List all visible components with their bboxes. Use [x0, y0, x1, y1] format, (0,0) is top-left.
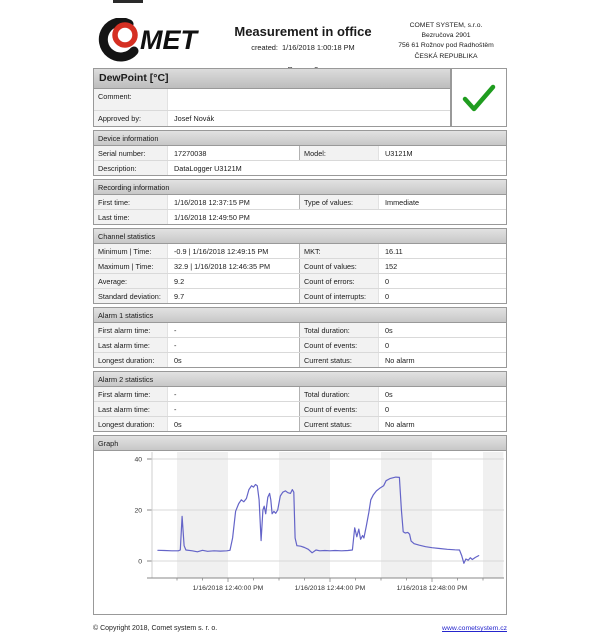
row-label: MKT: [299, 244, 379, 258]
y-axis-label: 0 [138, 558, 142, 566]
stat-row [94, 416, 506, 431]
row-label: Total duration: [299, 323, 379, 337]
company-address-line: 756 61 Rožnov pod Radhoštěm [398, 42, 494, 50]
chart-band [279, 452, 330, 578]
y-axis-label: 40 [134, 456, 142, 464]
row-label: Maximum | Time: [94, 259, 168, 273]
row-value: No alarm [385, 355, 415, 365]
row-label: Count of interrupts: [299, 289, 379, 303]
row-value: 1/16/2018 12:37:15 PM [174, 197, 250, 207]
checkmark-icon [461, 84, 497, 112]
stat-row [94, 244, 506, 258]
stat-row [94, 288, 506, 303]
row-value: 0s [385, 389, 393, 399]
row-label: Count of events: [299, 402, 379, 416]
row-value: U3121M [385, 148, 413, 158]
approved-value: Josef Novák [174, 114, 215, 123]
info-row [94, 209, 506, 224]
info-row [94, 195, 506, 209]
row-label: Minimum | Time: [94, 244, 168, 258]
row-label: Current status: [299, 417, 379, 431]
chart-band [177, 452, 228, 578]
row-value: 0 [385, 291, 390, 301]
row-label: Longest duration: [94, 417, 168, 431]
row-label: Standard deviation: [94, 289, 168, 303]
approved-row [94, 110, 450, 126]
channel-header-box [93, 68, 507, 127]
comet-logo-icon [93, 18, 215, 62]
row-value: 16.11 [385, 246, 403, 256]
row-value: 0 [385, 404, 390, 414]
report-title: Measurement in office [234, 24, 372, 39]
row-value: 17270038 [174, 148, 207, 158]
x-axis-label: 1/16/2018 12:48:00 PM [396, 585, 468, 592]
footer-website-link[interactable]: www.cometsystem.cz [442, 625, 507, 632]
comment-value [168, 89, 450, 110]
comment-row [94, 89, 450, 110]
header-center [221, 18, 385, 62]
row-value: 1/16/2018 12:49:50 PM [174, 212, 250, 222]
row-value: 0s [174, 355, 182, 365]
x-axis-label: 1/16/2018 12:44:00 PM [294, 585, 366, 592]
copyright-text: © Copyright 2018, Comet system s. r. o. [93, 625, 218, 632]
row-label: Current status: [299, 353, 379, 367]
section-header: Channel statistics [94, 229, 506, 244]
stat-row [94, 273, 506, 288]
row-label: Count of events: [299, 338, 379, 352]
row-label: Last alarm time: [94, 338, 168, 352]
dewpoint-chart [94, 451, 506, 607]
created-value: 1/16/2018 1:00:18 PM [281, 43, 355, 52]
recording-information-section [93, 179, 507, 225]
row-label: Description: [94, 161, 168, 175]
approval-status-box [451, 68, 507, 127]
row-value: 0s [174, 419, 182, 429]
row-label: Model: [299, 146, 379, 160]
chart-band [381, 452, 432, 578]
section-header: Alarm 1 statistics [94, 308, 506, 323]
row-value: - [174, 340, 177, 350]
channel-title-bar: DewPoint [°C] [94, 69, 450, 89]
x-axis-label: 1/16/2018 12:40:00 PM [192, 585, 264, 592]
chart-band [483, 452, 503, 578]
channel-statistics-section [93, 228, 507, 304]
company-address-line: COMET SYSTEM, s.r.o. [409, 22, 483, 29]
alarm2-statistics-section [93, 371, 507, 432]
stat-row [94, 401, 506, 416]
row-label: Count of errors: [299, 274, 379, 288]
row-value: DataLogger U3121M [174, 163, 242, 173]
graph-title: Graph [94, 436, 506, 451]
row-label: Last time: [94, 210, 168, 224]
report-footer [93, 625, 507, 632]
row-value: - [174, 404, 177, 414]
row-label: Average: [94, 274, 168, 288]
graph-section [93, 435, 507, 615]
row-value: 32.9 | 1/16/2018 12:46:35 PM [174, 261, 271, 271]
row-value: 0 [385, 276, 390, 286]
row-label: Type of values: [299, 195, 379, 209]
report-page [93, 0, 507, 632]
comment-label: Comment: [94, 89, 168, 110]
row-value: Immediate [385, 197, 420, 207]
info-row [94, 160, 506, 175]
created-label: created: [251, 43, 278, 52]
stat-row [94, 352, 506, 367]
stat-row [94, 323, 506, 337]
row-value: 152 [385, 261, 398, 271]
row-value: No alarm [385, 419, 415, 429]
row-label: Total duration: [299, 387, 379, 401]
report-header [93, 0, 507, 62]
stat-row [94, 387, 506, 401]
stat-row [94, 258, 506, 273]
logo-text: MET [140, 25, 197, 55]
row-value: 9.7 [174, 291, 185, 301]
section-header: Alarm 2 statistics [94, 372, 506, 387]
section-header: Device information [94, 131, 506, 146]
row-value: - [174, 389, 177, 399]
company-address [385, 18, 507, 62]
channel-info [93, 68, 451, 127]
row-value: -0.9 | 1/16/2018 12:49:15 PM [174, 246, 269, 256]
row-value: 0 [385, 340, 390, 350]
row-label: Longest duration: [94, 353, 168, 367]
device-information-section [93, 130, 507, 176]
section-header: Recording information [94, 180, 506, 195]
company-address-line: Bezručova 2901 [421, 32, 471, 40]
row-value: 0s [385, 325, 393, 335]
row-label: Serial number: [94, 146, 168, 160]
row-value: - [174, 325, 177, 335]
row-label: First alarm time: [94, 323, 168, 337]
approved-label: Approved by: [94, 111, 168, 126]
comet-logo [93, 18, 221, 62]
row-value: 9.2 [174, 276, 185, 286]
alarm1-statistics-section [93, 307, 507, 368]
row-label: First alarm time: [94, 387, 168, 401]
row-label: Last alarm time: [94, 402, 168, 416]
company-address-line: ČESKÁ REPUBLIKA [414, 52, 478, 60]
stat-row [94, 337, 506, 352]
y-axis-label: 20 [134, 507, 142, 515]
row-label: First time: [94, 195, 168, 209]
created-line [221, 43, 385, 52]
graph-body [94, 451, 506, 614]
row-label: Count of values: [299, 259, 379, 273]
info-row [94, 146, 506, 160]
